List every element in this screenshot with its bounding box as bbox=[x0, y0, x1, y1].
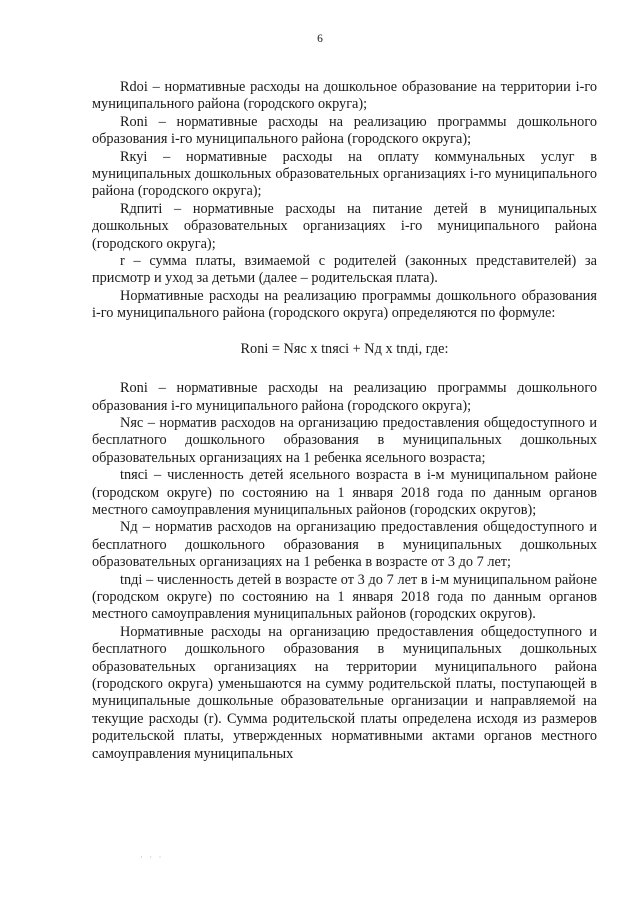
paragraph-reduction: Нормативные расходы на организацию предоставления общедоступного и бесплатного дошкольного образования в муниципальных дошкольных образовательных организациях на территории муниципального района (городского округа) уменьшаются на сумму родительской платы, поступающей в муниципальные дошкольные образовательные организации и направляемой на текущие расходы (r). Сумма родительской платы определена исходя из размеров родительской платы, утвержденных нормативными актами органов местного самоуправления муниципальных bbox=[92, 623, 597, 762]
paragraph-nyas: Nяс – норматив расходов на организацию предоставления общедоступного и бесплатного дошкольного образования в муниципальных дошкольных образовательных организациях на 1 ребенка ясельного возраста; bbox=[92, 414, 597, 466]
paragraph-tndi: tnдi – численность детей в возрасте от 3 до 7 лет в i-м муниципальном районе (городском округе) по состоянию на 1 января 2018 года по данным органов местного самоуправления муниципальных районов (городских округов). bbox=[92, 571, 597, 623]
paragraph-roni: Ronі – нормативные расходы на реализацию программы дошкольного образования i-го муниципального района (городского округа); bbox=[92, 113, 597, 148]
paragraph-rkui: Rкуi – нормативные расходы на оплату коммунальных услуг в муниципальных дошкольных образовательных организациях i-го муниципального района (городского округа); bbox=[92, 148, 597, 200]
paragraph-rdpiti: Rдпитi – нормативные расходы на питание детей в муниципальных дошкольных образовательных организациях i-го муниципального района (городского округа); bbox=[92, 200, 597, 252]
paragraph-roni-definition: Ronі – нормативные расходы на реализацию программы дошкольного образования i-го муниципального района (городского округа); bbox=[92, 380, 597, 414]
formula: Ronі = Nяс x tnясі + Nд x tnдi, где: bbox=[240, 340, 449, 357]
paragraph-tnyasi: tnясі – численность детей ясельного возраста в i-м муниципальном районе (городском округе) по состоянию на 1 января 2018 года по данным органов местного самоуправления муниципальных районов (городских округов); bbox=[92, 467, 597, 518]
document-body bbox=[92, 79, 597, 763]
paragraph-rdoi: Rdoi – нормативные расходы на дошкольное образование на территории i-го муниципального района (городского округа); bbox=[92, 79, 597, 113]
paragraph-formula-intro: Нормативные расходы на реализацию программы дошкольного образования i-го муниципального района (городского округа) определяются по формуле: bbox=[92, 287, 597, 322]
paragraph-nd: Nд – норматив расходов на организацию предоставления общедоступного и бесплатного дошкольного образования в муниципальных дошкольных образовательных организациях на 1 ребенка в возрасте от 3 до 7 лет; bbox=[92, 519, 597, 571]
page-number: 6 bbox=[317, 33, 323, 45]
paragraph-r: r – сумма платы, взимаемой с родителей (законных представителей) за присмотр и уход за детьми (далее – родительская плата). bbox=[92, 253, 597, 287]
scan-artifact: · · · bbox=[140, 852, 164, 862]
